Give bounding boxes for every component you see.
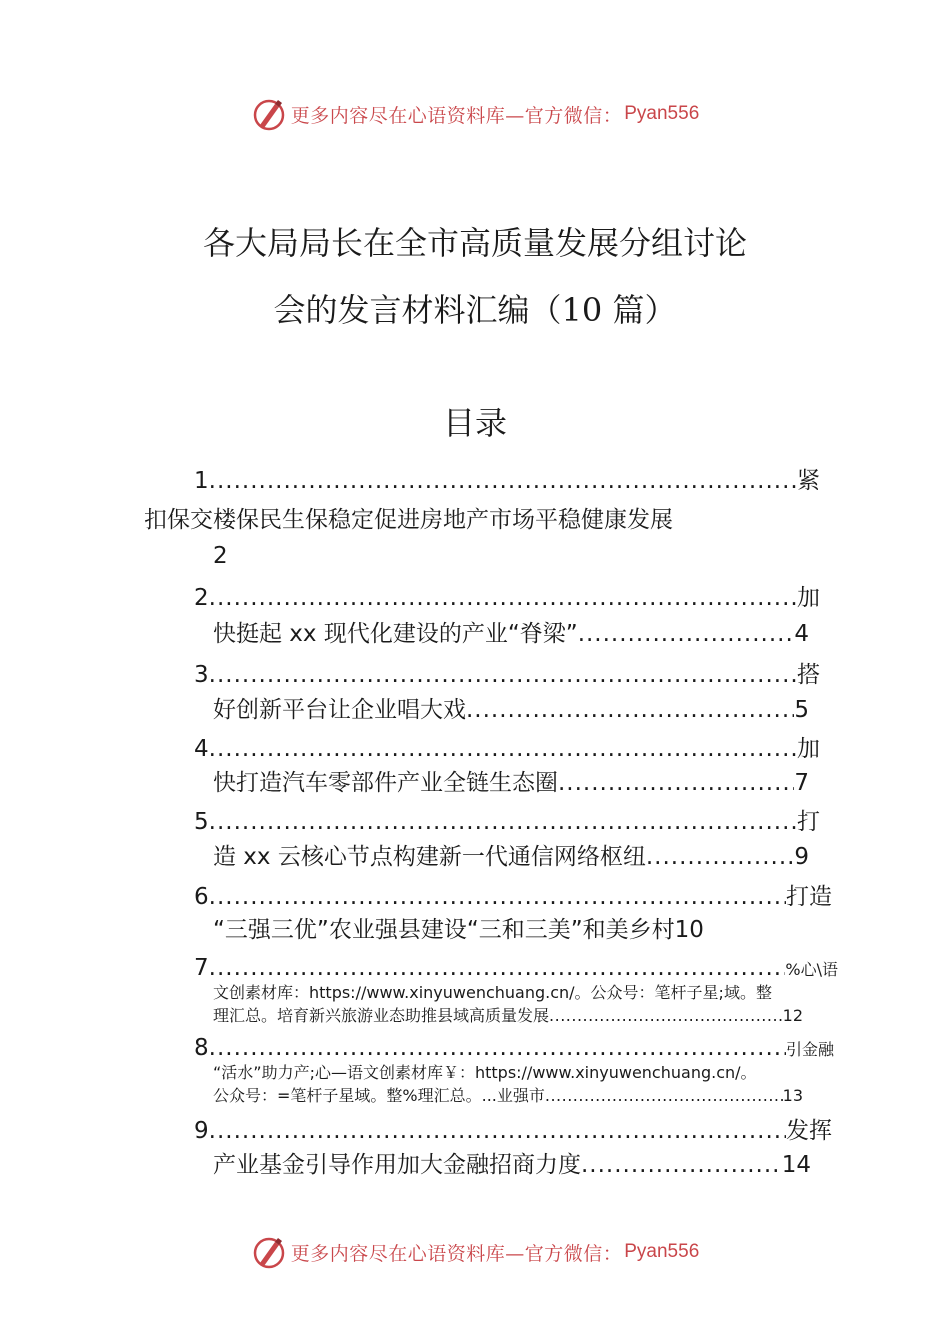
toc-entry-5-head[interactable] — [194, 807, 820, 837]
toc-entry-3-title-row[interactable] — [213, 695, 809, 725]
toc-entry-number: 6 — [194, 884, 209, 910]
toc-entry-number: 4 — [194, 736, 209, 762]
toc-entry-page: 9 — [794, 844, 809, 870]
toc-entry-head-tail: 打 — [797, 809, 820, 835]
banner-wechat-id: Pyan556 — [624, 1241, 700, 1262]
toc-leader-dots — [209, 1116, 786, 1146]
toc-leader-dots — [545, 1085, 783, 1107]
toc-leader-dots — [558, 768, 794, 798]
toc-entry-8-title-line-1[interactable]: “活水”助力产;心—语文创素材库￥：https://www.xinyuwenchuang.cn/。 — [213, 1063, 757, 1082]
toc-entry-2-head[interactable] — [194, 583, 820, 613]
toc-leader-dots — [209, 1033, 786, 1063]
toc-leader-dots — [549, 1005, 783, 1027]
toc-leader-dots — [466, 695, 794, 725]
banner-text: 更多内容尽在心语资料库—官方微信： — [290, 1242, 623, 1265]
toc-leader-dots — [646, 842, 795, 872]
toc-leader-dots — [209, 953, 786, 983]
toc-entry-number: 3 — [194, 662, 209, 688]
toc-entry-title: 产业基金引导作用加大金融招商力度 — [213, 1152, 581, 1178]
toc-entry-title: 造 xx 云核心节点构建新一代通信网络枢纽 — [213, 844, 646, 870]
toc-entry-title: 好创新平台让企业唱大戏 — [213, 697, 466, 723]
toc-entry-page: 10 — [674, 917, 704, 943]
document-title-line-1: 各大局局长在全市高质量发展分组讨论 — [202, 224, 747, 262]
toc-entry-5-title-row[interactable] — [213, 842, 809, 872]
document-title-line-2: 会的发言材料汇编（10 篇） — [273, 291, 677, 329]
toc-entry-7-head[interactable] — [194, 953, 838, 985]
toc-entry-number: 8 — [194, 1035, 209, 1061]
footer-watermark-banner — [0, 1232, 950, 1272]
toc-entry-8-title-row[interactable] — [213, 1085, 803, 1107]
toc-entry-1-head[interactable] — [194, 466, 820, 496]
toc-entry-6-head[interactable] — [194, 882, 832, 912]
toc-entry-6-title-row[interactable] — [213, 915, 813, 945]
toc-entry-head-tail: 加 — [797, 585, 820, 611]
toc-heading: 目录 — [442, 404, 507, 442]
toc-leader-dots — [209, 660, 797, 690]
toc-entry-page: 13 — [782, 1086, 803, 1105]
toc-entry-title: 公众号：=笔杆子星域。整%理汇总。...业强市 — [213, 1086, 545, 1105]
toc-entry-1-title[interactable]: 扣保交楼保民生保稳定促进房地产市场平稳健康发展 — [144, 507, 673, 533]
toc-leader-dots — [581, 1150, 782, 1180]
toc-entry-page: 5 — [794, 697, 809, 723]
toc-entry-head-tail: 打造 — [786, 884, 832, 910]
toc-entry-page: 7 — [794, 770, 809, 796]
toc-entry-head-tail: 紧 — [797, 468, 820, 494]
toc-entry-title: 快打造汽车零部件产业全链生态圈 — [213, 770, 558, 796]
toc-leader-dots — [209, 734, 797, 764]
toc-leader-dots — [209, 583, 797, 613]
toc-entry-head-tail: %心\语 — [785, 960, 838, 979]
toc-entry-head-tail: 加 — [797, 736, 820, 762]
toc-entry-7-title-row[interactable] — [213, 1005, 803, 1027]
toc-entry-3-head[interactable] — [194, 660, 820, 690]
toc-entry-2-title-row[interactable] — [213, 619, 809, 649]
toc-entry-7-title-line-1[interactable]: 文创素材库：https://www.xinyuwenchuang.cn/。公众号：笔杆子星;域。整 — [213, 983, 772, 1002]
toc-entry-page: 4 — [794, 621, 809, 647]
toc-leader-dots — [209, 882, 786, 912]
toc-entry-title: 理汇总。培育新兴旅游业态助推县域高质量发展 — [213, 1006, 550, 1025]
toc-entry-head-tail: 发挥 — [786, 1118, 832, 1144]
toc-entry-4-title-row[interactable] — [213, 768, 809, 798]
toc-entry-page: 14 — [781, 1152, 811, 1178]
toc-entry-number: 7 — [194, 955, 209, 981]
toc-entry-page: 12 — [782, 1006, 803, 1025]
toc-entry-1-page[interactable]: 2 — [213, 543, 228, 569]
toc-entry-9-title-row[interactable] — [213, 1150, 811, 1180]
toc-entry-8-head[interactable] — [194, 1033, 834, 1065]
toc-entry-number: 1 — [194, 468, 209, 494]
banner-text: 更多内容尽在心语资料库—官方微信： — [290, 104, 623, 127]
pen-logo-icon — [251, 1234, 287, 1270]
toc-entry-title: “三强三优”农业强县建设“三和三美”和美乡村 — [213, 917, 675, 943]
toc-entry-number: 9 — [194, 1118, 209, 1144]
toc-entry-number: 2 — [194, 585, 209, 611]
toc-entry-9-head[interactable] — [194, 1116, 832, 1146]
header-watermark-banner — [0, 94, 950, 134]
toc-entry-number: 5 — [194, 809, 209, 835]
toc-leader-dots — [209, 807, 797, 837]
toc-entry-head-tail: 搭 — [797, 662, 820, 688]
toc-leader-dots — [578, 619, 795, 649]
pen-logo-icon — [251, 96, 287, 132]
toc-entry-4-head[interactable] — [194, 734, 820, 764]
toc-leader-dots — [209, 466, 797, 496]
toc-entry-head-tail: 引金融 — [785, 1040, 834, 1059]
toc-entry-title: 快挺起 xx 现代化建设的产业“脊梁” — [213, 621, 578, 647]
banner-wechat-id: Pyan556 — [624, 103, 700, 124]
